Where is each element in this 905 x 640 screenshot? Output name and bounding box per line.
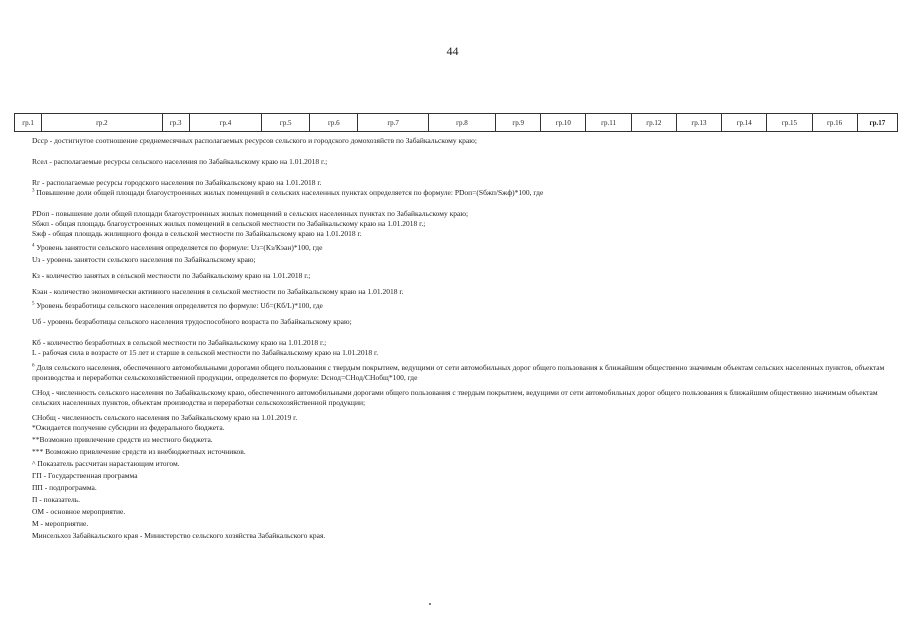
table-row bbox=[15, 114, 898, 132]
footnote-text: Доля сельского населения, обеспеченного автомобильными дорогами общего пользования с твердым покрытием, ведущими от сети автомобильных дорог общего пользования к ближайшим общественно значимым объектам сельских населенных пунктов, объектам производства и переработки сельскохозяйственной продукции, определяется по формуле: Dснод=СНод/СНобщ*100, где bbox=[32, 363, 885, 382]
column-header-cell: гр.8 bbox=[428, 114, 495, 132]
note-line: ^ Показатель рассчитан нарастающим итогом. bbox=[32, 459, 180, 468]
column-header-cell: гр.4 bbox=[189, 114, 261, 132]
note-line: Кб - количество безработных в сельской местности по Забайкальскому краю на 1.01.2018 г.; bbox=[32, 338, 327, 347]
column-header-cell: гр.17 bbox=[857, 114, 897, 132]
footnote-6 bbox=[32, 363, 894, 383]
note-line: ПП - подпрограмма. bbox=[32, 483, 97, 492]
column-header-cell: гр.2 bbox=[42, 114, 163, 132]
footnote-text: Уровень занятости сельского населения определяется по формуле: Uз=(Кз/Кэан)*100, где bbox=[36, 243, 323, 252]
column-header-cell: гр.15 bbox=[767, 114, 812, 132]
note-line: СНод - численность сельского населения по Забайкальскому краю, обеспеченного автомобильными дорогами общего пользования с твердым покрытием, ведущими от сети автомобильных дорог общего пользования к ближайшим общественно значимым объектам сельских населенных пунктов, объектам производства и переработки сельскохозяйственной продукции; bbox=[32, 388, 878, 407]
column-header-cell: гр.10 bbox=[541, 114, 586, 132]
footnote-4 bbox=[32, 243, 894, 253]
footnotes bbox=[32, 136, 894, 541]
note-line: Uб - уровень безработицы сельского населения трудоспособного возраста по Забайкальскому краю; bbox=[32, 317, 352, 326]
footnote-marker: 4 bbox=[32, 243, 35, 249]
footnote-text: Уровень безработицы сельского населения определяется по формуле: Uб=(Кб/L)*100, где bbox=[36, 301, 323, 310]
footnote-marker: 5 bbox=[32, 301, 35, 307]
note-line: Кз - количество занятых в сельской местности по Забайкальскому краю на 1.01.2018 г.; bbox=[32, 271, 311, 280]
note-line: *** Возможно привлечение средств из внебюджетных источников. bbox=[32, 447, 246, 456]
column-header-cell: гр.5 bbox=[262, 114, 310, 132]
footnote-3 bbox=[32, 188, 894, 198]
note-line: П - показатель. bbox=[32, 495, 81, 504]
note-line: СНобщ - численность сельского населения по Забайкальскому краю на 1.01.2019 г. bbox=[32, 413, 298, 422]
note-line: L - рабочая сила в возрасте от 15 лет и старше в сельской местности по Забайкальскому краю на 1.01.2018 г. bbox=[32, 348, 379, 357]
column-header-cell: гр.3 bbox=[162, 114, 189, 132]
scan-mark bbox=[429, 603, 431, 605]
note-line: Dсср - достигнутое соотношение среднемесячных располагаемых ресурсов сельского и городского домохозяйств по Забайкальскому краю; bbox=[32, 136, 477, 145]
footnote-text: Повышение доли общей площади благоустроенных жилых помещений в сельских населенных пунктах определяется по формуле: PDоп=(Sбжп/Sжф)*100, где bbox=[36, 188, 544, 197]
note-line: Кэан - количество экономически активного населения в сельской местности по Забайкальскому краю на 1.01.2018 г. bbox=[32, 287, 404, 296]
note-line: М - мероприятие. bbox=[32, 519, 89, 528]
column-header-table bbox=[14, 113, 898, 132]
note-line: *Ожидается получение субсидии из федерального бюджета. bbox=[32, 423, 225, 432]
note-line: Rг - располагаемые ресурсы городского населения по Забайкальскому краю на 1.01.2018 г. bbox=[32, 178, 322, 187]
note-line: Sбжп - общая площадь благоустроенных жилых помещений в сельской местности по Забайкальскому краю на 1.01.2018 г.; bbox=[32, 219, 426, 228]
footnote-marker: 3 bbox=[32, 188, 35, 194]
note-line: ОМ - основное мероприятие. bbox=[32, 507, 126, 516]
column-header-cell: гр.6 bbox=[310, 114, 358, 132]
footnote-marker: 6 bbox=[32, 363, 35, 369]
column-header-cell: гр.1 bbox=[15, 114, 42, 132]
column-header-cell: гр.9 bbox=[496, 114, 541, 132]
page-number: 44 bbox=[446, 44, 459, 58]
column-header-cell: гр.14 bbox=[722, 114, 767, 132]
note-line: Uз - уровень занятости сельского населения по Забайкальскому краю; bbox=[32, 255, 256, 264]
column-header-cell: гр.11 bbox=[586, 114, 631, 132]
note-line: Rсел - располагаемые ресурсы сельского населения по Забайкальскому краю на 1.01.2018 г.; bbox=[32, 157, 328, 166]
column-header-cell: гр.16 bbox=[812, 114, 857, 132]
column-header-cell: гр.13 bbox=[676, 114, 721, 132]
footnote-5 bbox=[32, 301, 894, 311]
note-line: Sжф - общая площадь жилищного фонда в сельской местности по Забайкальскому краю на 1.01.2018 г. bbox=[32, 229, 362, 238]
note-line: ГП - Государственная программа bbox=[32, 471, 138, 480]
note-line: PDоп - повышение доли общей площади благоустроенных жилых помещений в сельских населенных пунктах по Забайкальскому краю; bbox=[32, 209, 469, 218]
column-header-cell: гр.7 bbox=[358, 114, 428, 132]
column-header-cell: гр.12 bbox=[631, 114, 676, 132]
note-line: Минсельхоз Забайкальского края - Министерство сельского хозяйства Забайкальского края. bbox=[32, 531, 326, 540]
note-line: **Возможно привлечение средств из местного бюджета. bbox=[32, 435, 213, 444]
